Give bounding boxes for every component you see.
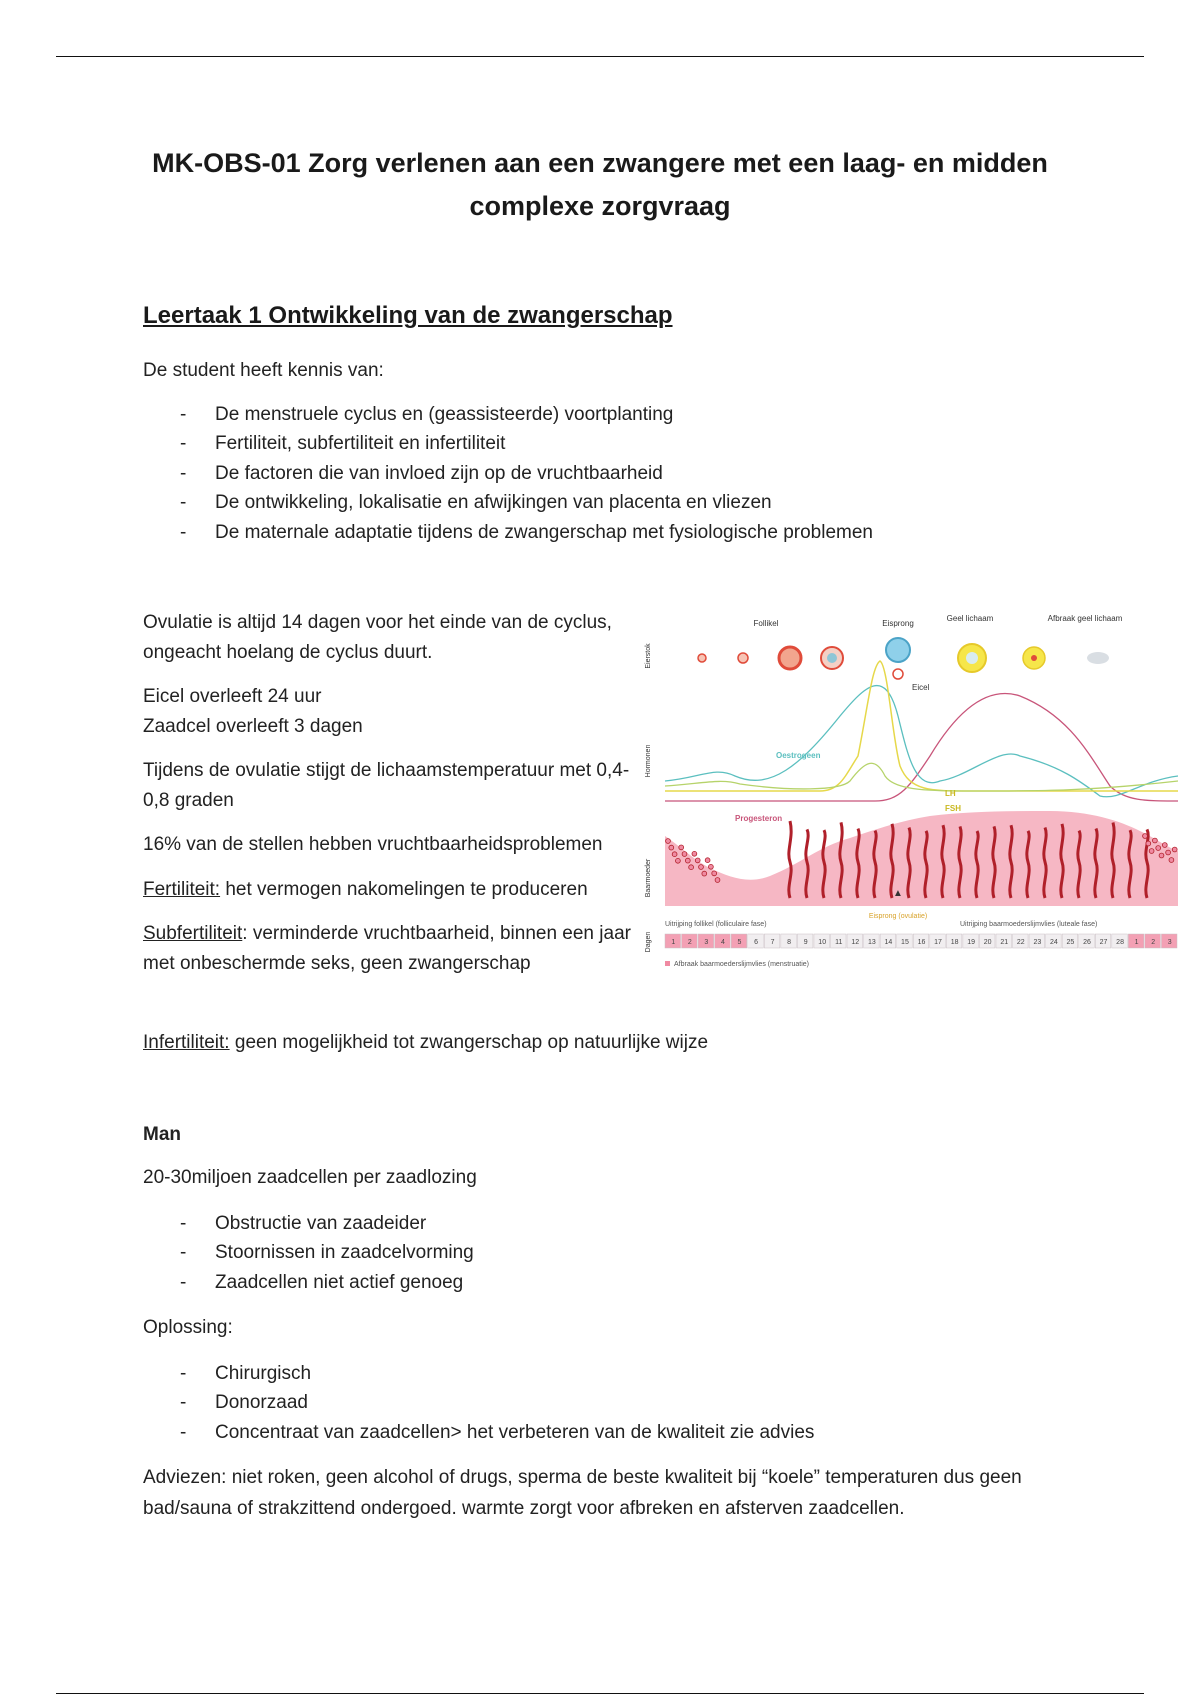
menstruation-cell <box>689 865 694 870</box>
menstruation-cell <box>685 858 690 863</box>
day-label: 9 <box>803 939 808 946</box>
list-item: - De maternale adaptatie tijdens de zwangerschap met fysiologische problemen <box>180 521 873 543</box>
menstruation-cell <box>1162 843 1167 848</box>
uterus-row <box>665 811 1178 906</box>
day-label: 4 <box>720 939 725 946</box>
menstruation-cell <box>705 858 710 863</box>
sperm-survival: Zaadcel overleeft 3 dagen <box>143 715 363 737</box>
corpus-albicans <box>1087 652 1109 664</box>
temperature-note: Tijdens de ovulatie stijgt de lichaamstemperatuur met 0,4-0,8 graden <box>143 760 630 811</box>
day-label: 24 <box>1049 939 1058 946</box>
follicle-2 <box>738 653 748 663</box>
day-label: 21 <box>1000 939 1009 946</box>
legend-text: Afbraak baarmoederslijmvlies (menstruatie) <box>674 961 809 968</box>
day-label: 28 <box>1116 939 1124 946</box>
eicel-label: Eicel <box>912 683 930 692</box>
menstruation-cell <box>1159 853 1164 858</box>
list-item: - Chirurgisch <box>180 1363 312 1384</box>
ovulation-follicle <box>886 638 910 662</box>
menstruation-cell <box>709 864 714 869</box>
follicle-4-core <box>827 653 837 663</box>
list-item: - Donorzaad <box>180 1392 308 1414</box>
day-label: 3 <box>1167 939 1172 946</box>
row-label-uterus: Baarmoeder <box>645 858 652 898</box>
menstruation-cell <box>695 858 700 863</box>
day-label: 17 <box>934 939 942 946</box>
progesteron-label: Progesteron <box>735 814 783 823</box>
footer-rule <box>56 1693 1144 1694</box>
list-item: - De factoren die van invloed zijn op de vruchtbaarheid <box>180 462 663 484</box>
menstruation-cell <box>679 845 684 850</box>
section-title: Leertaak 1 Ontwikkeling van de zwangerschap <box>143 302 673 329</box>
day-label: 2 <box>687 939 692 946</box>
stage-label-follikel: Follikel <box>753 619 779 628</box>
oestrogeen-label: Oestrogeen <box>776 751 821 760</box>
legend-swatch <box>665 961 670 966</box>
day-label: 7 <box>770 939 775 946</box>
corpus-luteum-2-core <box>1031 655 1037 661</box>
sperm-count: 20-30miljoen zaadcellen per zaadlozing <box>143 1167 477 1188</box>
survival-note <box>143 682 633 741</box>
knowledge-list <box>143 400 873 547</box>
menstruation-cell <box>712 871 717 876</box>
fertility-problems-note: 16% van de stellen hebben vruchtbaarheidsproblemen <box>143 834 603 855</box>
day-label: 23 <box>1033 939 1042 946</box>
day-label: 22 <box>1016 939 1025 946</box>
lh-label: LH <box>945 789 956 798</box>
day-label: 19 <box>967 939 976 946</box>
menstruation-cell <box>676 858 681 863</box>
day-label: 1 <box>671 939 676 946</box>
menstruation-cell <box>702 871 707 876</box>
day-label: 16 <box>917 939 926 946</box>
day-label: 10 <box>818 939 827 946</box>
cycle-notes <box>143 608 633 993</box>
menstruation-cell <box>669 845 674 850</box>
man-heading: Man <box>143 1124 181 1145</box>
day-label: 8 <box>787 939 792 946</box>
eicel-dot <box>893 669 903 679</box>
advice-text: Adviezen: niet roken, geen alcohol of drugs, sperma de beste kwaliteit bij “koele” temperaturen dus geen bad/sauna of strakzittend ondergoed. warmte zorgt voor afbreken en afsterven zaadcellen. <box>143 1467 1022 1519</box>
ovary-row <box>698 638 1109 692</box>
day-label: 5 <box>737 939 742 946</box>
day-label: 14 <box>884 939 893 946</box>
menstruation-cell <box>1166 850 1171 855</box>
solutions-list <box>143 1359 814 1447</box>
document-title: MK-OBS-01 Zorg verlenen aan een zwangere met een laag- en midden complexe zorgvraag <box>152 148 1048 221</box>
menstruation-cell <box>1153 838 1158 843</box>
egg-survival: Eicel overleeft 24 uur <box>143 686 322 707</box>
day-label: 12 <box>851 939 860 946</box>
menstruation-cell <box>715 878 720 883</box>
man-problems-list <box>143 1209 474 1297</box>
row-label-ovary: Eierstok <box>645 643 652 669</box>
follicle-3 <box>779 647 801 669</box>
follicle-1 <box>698 654 706 662</box>
day-label: 2 <box>1151 939 1156 946</box>
list-item: - Concentraat van zaadcellen> het verbeteren van de kwaliteit zie advies <box>180 1421 815 1443</box>
menstruation-cell <box>672 852 677 857</box>
row-label-days: Dagen <box>645 931 652 953</box>
oestrogeen-curve <box>665 686 1178 797</box>
days-strip <box>665 934 1177 948</box>
day-label: 20 <box>983 939 992 946</box>
day-label: 13 <box>867 939 876 946</box>
menstruation-cell <box>692 851 697 856</box>
stage-label-eisprong: Eisprong <box>882 619 914 628</box>
ovulation-note: Ovulatie is altijd 14 dagen voor het einde van de cyclus, ongeacht hoelang de cyclus duurt. <box>143 612 612 663</box>
intro-text: De student heeft kennis van: <box>143 360 384 381</box>
subfertiliteit-definition: Subfertiliteit: verminderde vruchtbaarheid, binnen een jaar met onbeschermde seks, geen zwangerschap <box>143 923 631 974</box>
day-label: 11 <box>835 939 843 946</box>
endometrium-layer <box>665 811 1178 906</box>
day-label: 3 <box>704 939 709 946</box>
list-item: - Stoornissen in zaadcelvorming <box>180 1242 474 1264</box>
list-item: - Obstructie van zaadeider <box>180 1213 427 1234</box>
list-item: - Zaadcellen niet actief genoeg <box>180 1271 464 1293</box>
menstruation-cell <box>1146 841 1151 846</box>
list-item: - De menstruele cyclus en (geassisteerde) voortplanting <box>180 404 674 425</box>
day-label: 18 <box>950 939 959 946</box>
fsh-label: FSH <box>945 804 961 813</box>
day-label: 25 <box>1066 939 1075 946</box>
menstrual-cycle-diagram <box>640 606 1178 976</box>
menstruation-cell <box>1143 834 1148 839</box>
list-item: - Fertiliteit, subfertiliteit en infertiliteit <box>180 433 506 455</box>
list-item: - De ontwikkeling, lokalisatie en afwijkingen van placenta en vliezen <box>180 492 772 514</box>
day-label: 1 <box>1134 939 1139 946</box>
menstruation-cell <box>1149 849 1154 854</box>
fertiliteit-definition: Fertiliteit: het vermogen nakomelingen te produceren <box>143 878 588 900</box>
header-rule <box>56 56 1144 57</box>
arrow-up-icon: ▲ <box>893 888 903 899</box>
row-label-hormones: Hormonen <box>645 744 652 778</box>
menstruation-cell <box>682 852 687 857</box>
corpus-luteum-1-core <box>966 652 978 664</box>
menstrual-cycle-figure <box>640 606 1178 976</box>
day-label: 6 <box>754 939 758 946</box>
day-label: 15 <box>901 939 909 946</box>
menstruation-cell <box>1169 858 1174 863</box>
phase-label-ovulation: Eisprong (ovulatie) <box>868 913 928 920</box>
day-label: 27 <box>1099 939 1108 946</box>
phase-label-luteal: Uitrijping baarmoederslijmvlies (luteale fase) <box>960 921 1098 928</box>
menstruation-cell <box>699 865 704 870</box>
infertiliteit-definition: Infertiliteit: geen mogelijkheid tot zwangerschap op natuurlijke wijze <box>143 1032 709 1053</box>
solution-label: Oplossing: <box>143 1317 233 1338</box>
day-label: 26 <box>1083 939 1091 946</box>
stage-label-afbraak: Afbraak geel lichaam <box>1047 614 1123 623</box>
menstruation-cell <box>666 839 671 844</box>
stage-label-geel-lichaam: Geel lichaam <box>946 614 994 623</box>
phase-label-follicular: Uitrijping follikel (folliculaire fase) <box>665 921 767 928</box>
menstruation-cell <box>1156 846 1161 851</box>
menstruation-cell <box>1172 847 1177 852</box>
